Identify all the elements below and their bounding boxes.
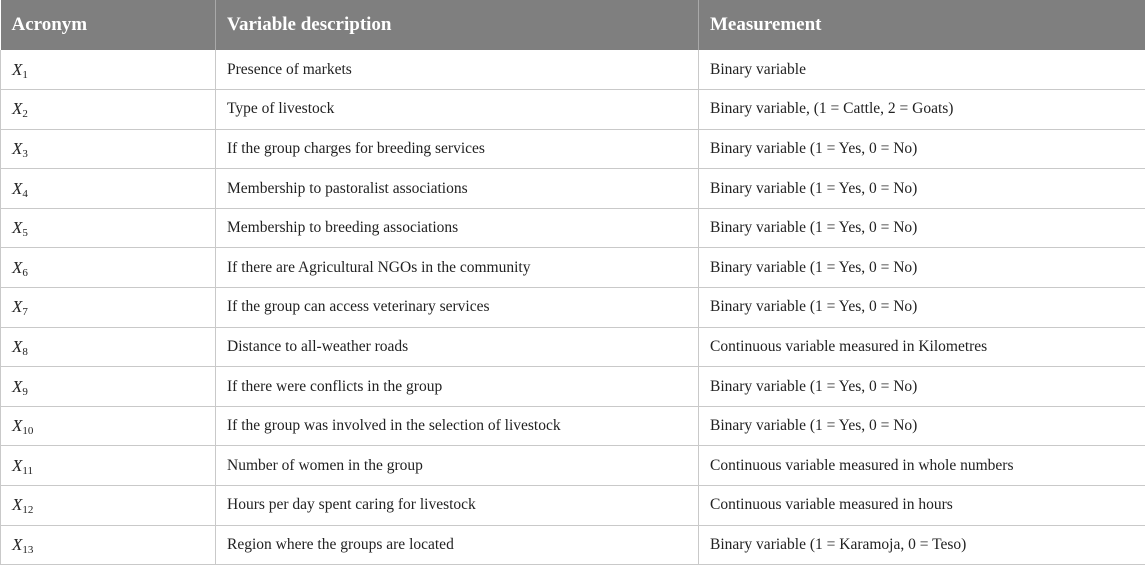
table-row — [1, 208, 1145, 248]
acronym-letter: X — [12, 99, 23, 119]
table-row — [1, 129, 1145, 169]
measurement-cell: Binary variable (1 = Yes, 0 = No) — [699, 367, 1145, 407]
description-cell: If the group can access veterinary services — [216, 288, 699, 328]
table-row — [1, 525, 1145, 565]
acronym-subscript: 7 — [22, 306, 28, 319]
acronym-cell — [1, 248, 216, 288]
acronym-subscript: 6 — [22, 266, 28, 279]
table-row — [1, 406, 1145, 446]
acronym-cell — [1, 486, 216, 526]
description-cell: Type of livestock — [216, 90, 699, 130]
acronym-cell — [1, 406, 216, 446]
table-row — [1, 248, 1145, 288]
description-cell: Membership to pastoralist associations — [216, 169, 699, 209]
measurement-cell: Binary variable (1 = Yes, 0 = No) — [699, 169, 1145, 209]
table-row — [1, 169, 1145, 209]
acronym-letter: X — [12, 297, 23, 317]
acronym-subscript: 2 — [22, 108, 28, 121]
measurement-cell: Binary variable (1 = Yes, 0 = No) — [699, 288, 1145, 328]
description-cell: Presence of markets — [216, 50, 699, 90]
measurement-cell: Binary variable — [699, 50, 1145, 90]
acronym-letter: X — [12, 376, 23, 396]
header-variable-description: Variable description — [216, 0, 699, 50]
measurement-cell: Binary variable (1 = Yes, 0 = No) — [699, 406, 1145, 446]
acronym-subscript: 4 — [22, 187, 28, 200]
acronym-subscript: 3 — [22, 147, 28, 160]
measurement-cell: Binary variable, (1 = Cattle, 2 = Goats) — [699, 90, 1145, 130]
acronym-cell — [1, 446, 216, 486]
measurement-cell: Continuous variable measured in Kilometres — [699, 327, 1145, 367]
acronym-subscript: 11 — [22, 464, 33, 477]
table-row — [1, 367, 1145, 407]
acronym-subscript: 9 — [22, 385, 28, 398]
table-row — [1, 288, 1145, 328]
table-row — [1, 327, 1145, 367]
description-cell: Hours per day spent caring for livestock — [216, 486, 699, 526]
acronym-subscript: 5 — [22, 227, 28, 240]
acronym-cell — [1, 288, 216, 328]
acronym-subscript: 10 — [22, 425, 34, 438]
measurement-cell: Continuous variable measured in hours — [699, 486, 1145, 526]
header-acronym: Acronym — [1, 0, 216, 50]
measurement-cell: Binary variable (1 = Yes, 0 = No) — [699, 248, 1145, 288]
measurement-cell: Binary variable (1 = Yes, 0 = No) — [699, 208, 1145, 248]
description-cell: Distance to all-weather roads — [216, 327, 699, 367]
acronym-cell — [1, 129, 216, 169]
acronym-subscript: 13 — [22, 543, 34, 556]
measurement-cell: Binary variable (1 = Yes, 0 = No) — [699, 129, 1145, 169]
acronym-letter: X — [12, 534, 23, 554]
acronym-letter: X — [12, 416, 23, 436]
acronym-letter: X — [12, 59, 23, 79]
acronym-letter: X — [12, 455, 23, 475]
header-row — [1, 0, 1145, 50]
table-body — [1, 50, 1145, 565]
acronym-cell — [1, 90, 216, 130]
acronym-cell — [1, 169, 216, 209]
acronym-subscript: 8 — [22, 345, 28, 358]
description-cell: Region where the groups are located — [216, 525, 699, 565]
description-cell: Membership to breeding associations — [216, 208, 699, 248]
acronym-letter: X — [12, 218, 23, 238]
table-row — [1, 446, 1145, 486]
acronym-cell — [1, 208, 216, 248]
table-header — [1, 0, 1145, 50]
acronym-cell — [1, 367, 216, 407]
description-cell: If the group was involved in the selection of livestock — [216, 406, 699, 446]
description-cell: If there were conflicts in the group — [216, 367, 699, 407]
description-cell: If the group charges for breeding services — [216, 129, 699, 169]
acronym-letter: X — [12, 336, 23, 356]
header-measurement: Measurement — [699, 0, 1145, 50]
acronym-subscript: 12 — [22, 504, 34, 517]
acronym-letter: X — [12, 495, 23, 515]
measurement-cell: Binary variable (1 = Karamoja, 0 = Teso) — [699, 525, 1145, 565]
acronym-cell — [1, 525, 216, 565]
table-row — [1, 50, 1145, 90]
measurement-cell: Continuous variable measured in whole numbers — [699, 446, 1145, 486]
acronym-letter: X — [12, 257, 23, 277]
acronym-cell — [1, 327, 216, 367]
table-row — [1, 90, 1145, 130]
table-row — [1, 486, 1145, 526]
acronym-letter: X — [12, 138, 23, 158]
description-cell: If there are Agricultural NGOs in the community — [216, 248, 699, 288]
description-cell: Number of women in the group — [216, 446, 699, 486]
acronym-letter: X — [12, 178, 23, 198]
acronym-subscript: 1 — [22, 68, 28, 81]
acronym-cell — [1, 50, 216, 90]
